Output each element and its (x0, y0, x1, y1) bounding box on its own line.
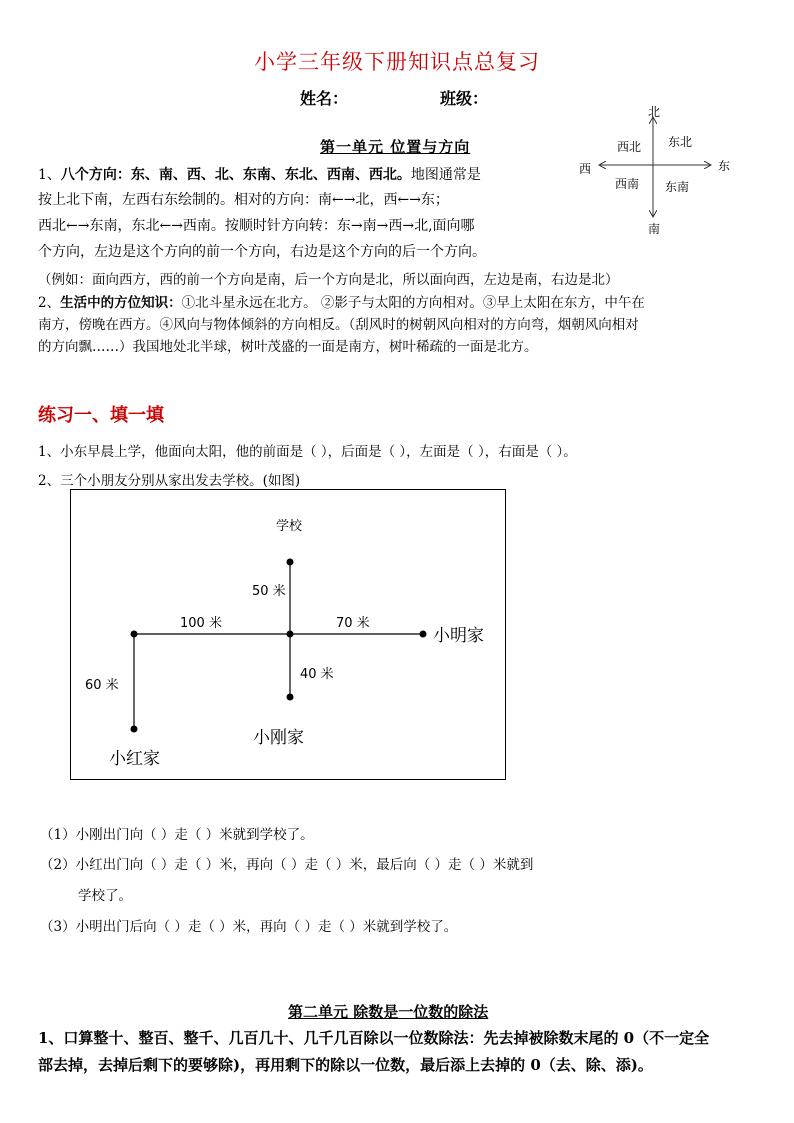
unit1-p1-line2: 按上北下南，左西右东绘制的。相对的方向：南←→北，西←→东； (38, 192, 449, 208)
exercise1-title: 练习一、填一填 (38, 405, 164, 426)
unit2-line1: 1、口算整十、整百、整千、几百几十、几千几百除以一位数除法：先去掉被除数末尾的 0（不一定全 (38, 1029, 710, 1047)
map-xiaogang-label: 小刚家 (253, 728, 304, 748)
compass-diagram (575, 100, 745, 240)
compass-east: 东 (718, 159, 731, 173)
map-xiaohong-label: 小红家 (109, 749, 160, 769)
xiaohong-home-point (131, 726, 138, 733)
exercise1-sub2-line2: 学校了。 (78, 888, 132, 904)
unit1-p1-line1 (38, 163, 481, 188)
map-distance-100: 100 米 (180, 616, 222, 631)
exercise1-q2: 2、三个小朋友分别从家出发去学校。(如图) (38, 473, 301, 489)
p1-number: 1、 (38, 167, 61, 183)
unit1-p2-line3: 的方向飘……）我国地处北半球，树叶茂盛的一面是南方，树叶稀疏的一面是北方。 (38, 339, 538, 355)
compass-southwest: 西南 (615, 177, 640, 191)
class-label: 班级： (440, 89, 489, 108)
map-distance-70: 70 米 (336, 616, 370, 631)
unit2-line2: 部去掉，去掉后剩下的要够除)，再用剩下的除以一位数，最后添上去掉的 0（去、除、添)。 (38, 1056, 653, 1074)
map-distance-40: 40 米 (300, 667, 334, 682)
p1-bold: 八个方向：东、南、西、北、东南、东北、西南、西北。 (60, 167, 411, 183)
p2-bold: 生活中的方位知识： (60, 295, 182, 311)
unit1-title: 第一单元 位置与方向 (320, 138, 471, 156)
map-xiaoming-label: 小明家 (433, 626, 484, 646)
xiaoming-home-point (420, 631, 427, 638)
route-map (70, 489, 506, 780)
corner-point (131, 631, 138, 638)
p1-rest: 地图通常是 (410, 167, 481, 183)
unit1-p1-line4: 个方向，左边是这个方向的前一个方向，右边是这个方向的后一个方向。 (38, 244, 486, 260)
p2-number: 2、 (38, 295, 61, 311)
exercise1-sub3: （3）小明出门后向（ ）走（ ）米，再向（ ）走（ ）米就到学校了。 (40, 919, 458, 935)
compass-south: 南 (648, 222, 661, 236)
compass-northeast: 东北 (668, 135, 693, 149)
exercise1-sub2-line1: （2）小红出门向（ ）走（ ）米，再向（ ）走（ ）米，最后向（ ）走（ ）米就到 (40, 857, 534, 873)
unit1-p2-line2: 南方，傍晚在西方。④风向与物体倾斜的方向相反。（刮风时的树朝风向相对的方向弯，烟朝风向相对 (38, 317, 639, 333)
compass-north: 北 (648, 105, 661, 119)
unit2-title: 第二单元 除数是一位数的除法 (288, 1003, 489, 1021)
unit1-p2-line1 (38, 292, 645, 314)
map-distance-50: 50 米 (252, 584, 286, 599)
name-label: 姓名： (300, 89, 349, 108)
unit1-p1-line3: 西北←→东南，东北←→西南。按顺时针方向转：东→南→西→北,面向哪 (38, 218, 475, 234)
compass-northwest: 西北 (617, 140, 642, 154)
center-point (287, 631, 294, 638)
compass-southeast: 东南 (665, 180, 690, 194)
compass-west: 西 (579, 162, 592, 176)
unit1-p1-line5: （例如：面向西方，西的前一个方向是南，后一个方向是北，所以面向西，左边是南，右边是北） (38, 272, 619, 288)
school-point (287, 559, 294, 566)
map-distance-60: 60 米 (85, 678, 119, 693)
page-title: 小学三年级下册知识点总复习 (254, 50, 540, 74)
p2-rest: ①北斗星永远在北方。 ②影子与太阳的方向相对。③早上太阳在东方，中午在 (181, 295, 645, 311)
exercise1-sub1: （1）小刚出门向（ ）走（ ）米就到学校了。 (40, 827, 314, 843)
map-school-label: 学校 (276, 519, 303, 534)
xiaogang-home-point (287, 694, 294, 701)
exercise1-q1: 1、小东早晨上学，他面向太阳，他的前面是（ ），后面是（ ），左面是（ ），右面是（ ）。 (38, 444, 577, 460)
